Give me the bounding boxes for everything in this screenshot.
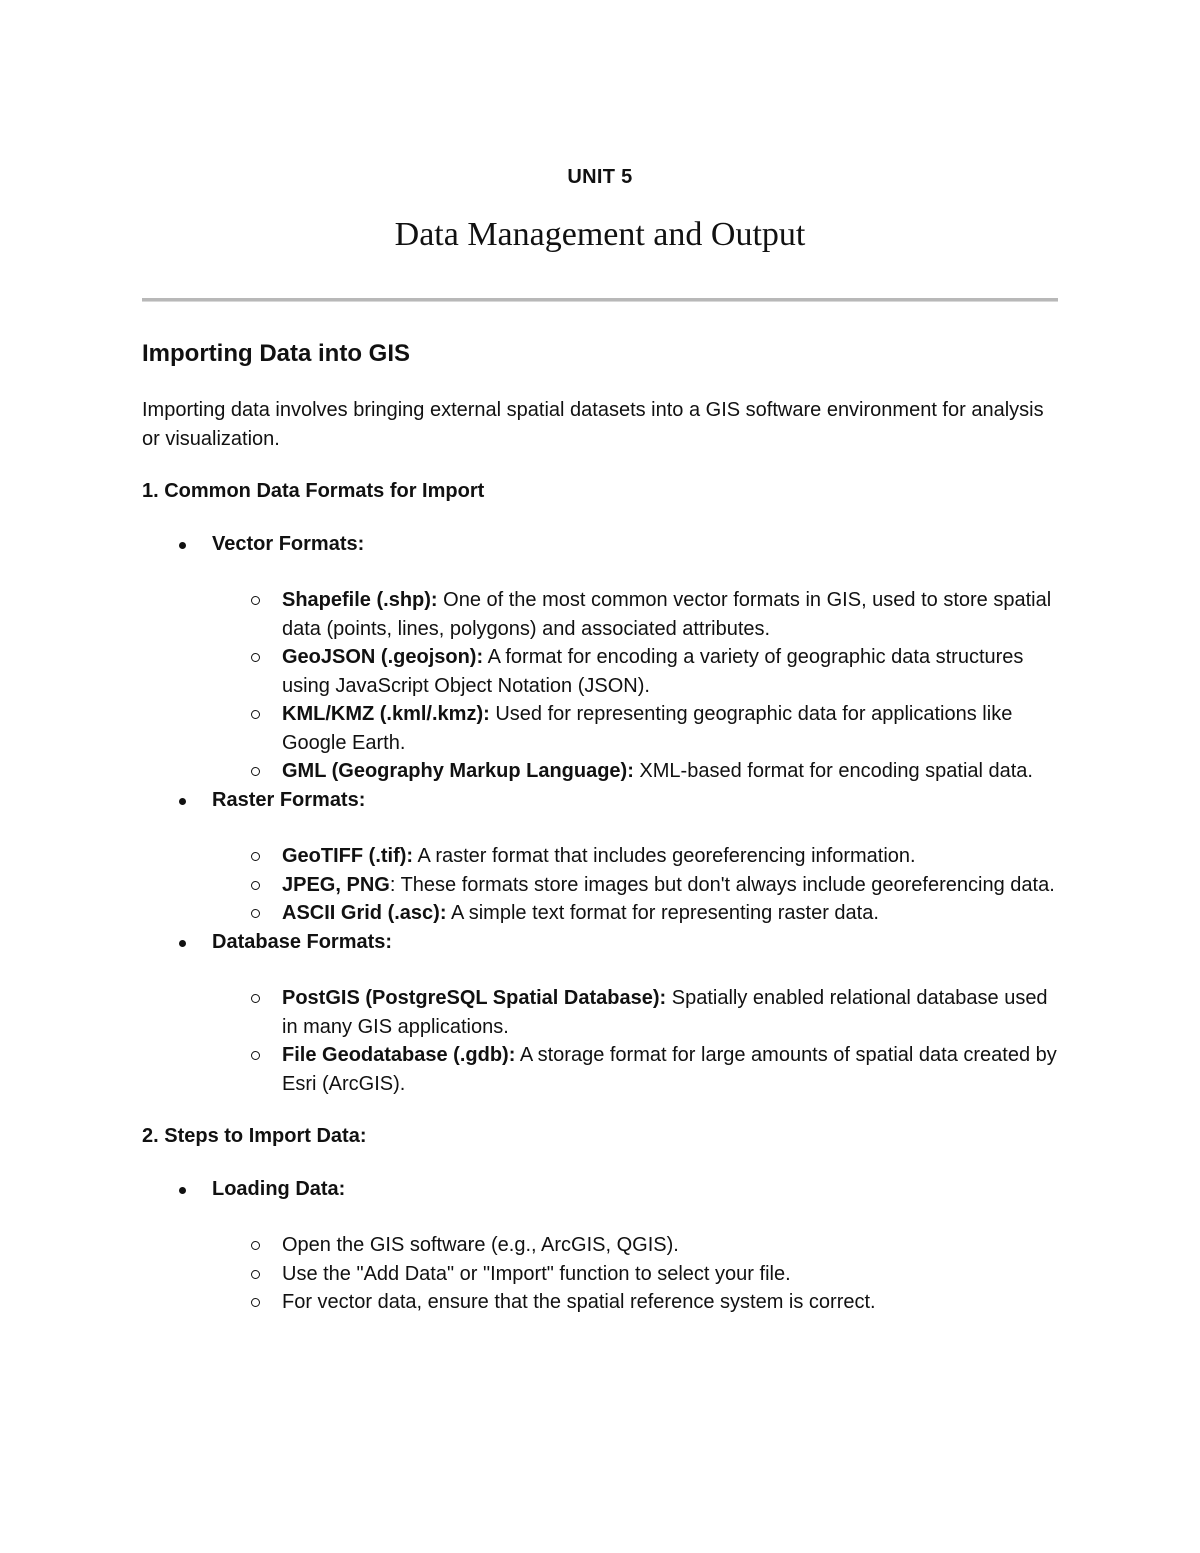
- list-item: [142, 643, 1062, 700]
- bullet-icon: [179, 940, 186, 947]
- format-term: ASCII Grid (.asc):: [282, 902, 447, 924]
- section-heading: Importing Data into GIS: [142, 340, 410, 367]
- bullet-vector-formats: [142, 530, 1062, 559]
- list-item: [142, 899, 1062, 928]
- bullet-icon: [179, 1187, 186, 1194]
- list-item: [142, 1231, 1062, 1260]
- bullet-icon: [179, 798, 186, 805]
- bullet-title: Raster Formats:: [212, 788, 366, 811]
- bullet-title: Vector Formats:: [212, 532, 365, 555]
- bullet-raster-formats: [142, 786, 1062, 815]
- circle-bullet-icon: [251, 1298, 260, 1307]
- circle-bullet-icon: [251, 852, 260, 861]
- list-item: [142, 700, 1062, 757]
- list-item: [142, 1260, 1062, 1289]
- format-description: Used for representing geographic data for applications like Google Earth.: [282, 703, 1013, 754]
- raster-formats-list: [142, 842, 1062, 928]
- step-text: For vector data, ensure that the spatial reference system is correct.: [282, 1291, 876, 1313]
- bullet-loading-data: [142, 1175, 1062, 1204]
- list-item: [142, 871, 1062, 900]
- format-term: GeoJSON (.geojson):: [282, 646, 484, 668]
- bullet-database-formats: [142, 928, 1062, 957]
- bullet-title: Database Formats:: [212, 930, 393, 953]
- loading-steps-list: [142, 1231, 1062, 1317]
- document-title: Data Management and Output: [394, 216, 806, 253]
- format-term: KML/KMZ (.kml/.kmz):: [282, 703, 490, 725]
- circle-bullet-icon: [251, 994, 260, 1003]
- circle-bullet-icon: [251, 653, 260, 662]
- circle-bullet-icon: [251, 1270, 260, 1279]
- circle-bullet-icon: [251, 881, 260, 890]
- unit-label: UNIT 5: [567, 166, 633, 188]
- format-term: Shapefile (.shp):: [282, 589, 438, 611]
- circle-bullet-icon: [251, 767, 260, 776]
- format-description: A simple text format for representing raster data.: [446, 902, 879, 924]
- vector-formats-list: [142, 586, 1062, 786]
- steps-heading: 2. Steps to Import Data:: [142, 1125, 367, 1147]
- list-item: [142, 1288, 1062, 1317]
- format-term: File Geodatabase (.gdb):: [282, 1044, 516, 1066]
- format-term: GeoTIFF (.tif):: [282, 845, 414, 867]
- format-description: One of the most common vector formats in GIS, used to store spatial data (points, lines, polygons) and associated attributes.: [282, 589, 1052, 640]
- list-item: [142, 842, 1062, 871]
- format-term: PostGIS (PostgreSQL Spatial Database):: [282, 987, 667, 1009]
- circle-bullet-icon: [251, 1051, 260, 1060]
- list-item: [142, 757, 1062, 786]
- list-item: [142, 1041, 1062, 1098]
- spacer: [142, 1098, 1062, 1122]
- circle-bullet-icon: [251, 1241, 260, 1250]
- list-item: [142, 586, 1062, 643]
- step-text: Open the GIS software (e.g., ArcGIS, QGIS).: [282, 1234, 679, 1256]
- bullet-title: Loading Data:: [212, 1177, 346, 1200]
- database-formats-list: [142, 984, 1062, 1098]
- format-description: Spatially enabled relational database used in many GIS applications.: [282, 987, 1048, 1038]
- formats-heading: 1. Common Data Formats for Import: [142, 480, 485, 502]
- horizontal-rule: [142, 298, 1058, 302]
- bullet-icon: [179, 542, 186, 549]
- step-text: Use the "Add Data" or "Import" function to select your file.: [282, 1262, 791, 1285]
- format-description: A format for encoding a variety of geographic data structures using JavaScript Object Notation (JSON).: [282, 646, 1024, 697]
- format-description: A storage format for large amounts of spatial data created by Esri (ArcGIS).: [282, 1044, 1057, 1095]
- intro-paragraph: Importing data involves bringing external spatial datasets into a GIS software environment for analysis or visualization.: [142, 399, 1044, 450]
- format-description: XML-based format for encoding spatial data.: [633, 760, 1033, 782]
- list-item: [142, 984, 1062, 1041]
- format-description: A raster format that includes georeferencing information.: [413, 845, 916, 867]
- format-term: GML (Geography Markup Language):: [282, 760, 634, 782]
- format-term: JPEG, PNG: [282, 873, 390, 896]
- circle-bullet-icon: [251, 596, 260, 605]
- circle-bullet-icon: [251, 710, 260, 719]
- format-description: : These formats store images but don't always include georeferencing data.: [389, 873, 1055, 896]
- circle-bullet-icon: [251, 909, 260, 918]
- document-body: [142, 336, 1062, 1317]
